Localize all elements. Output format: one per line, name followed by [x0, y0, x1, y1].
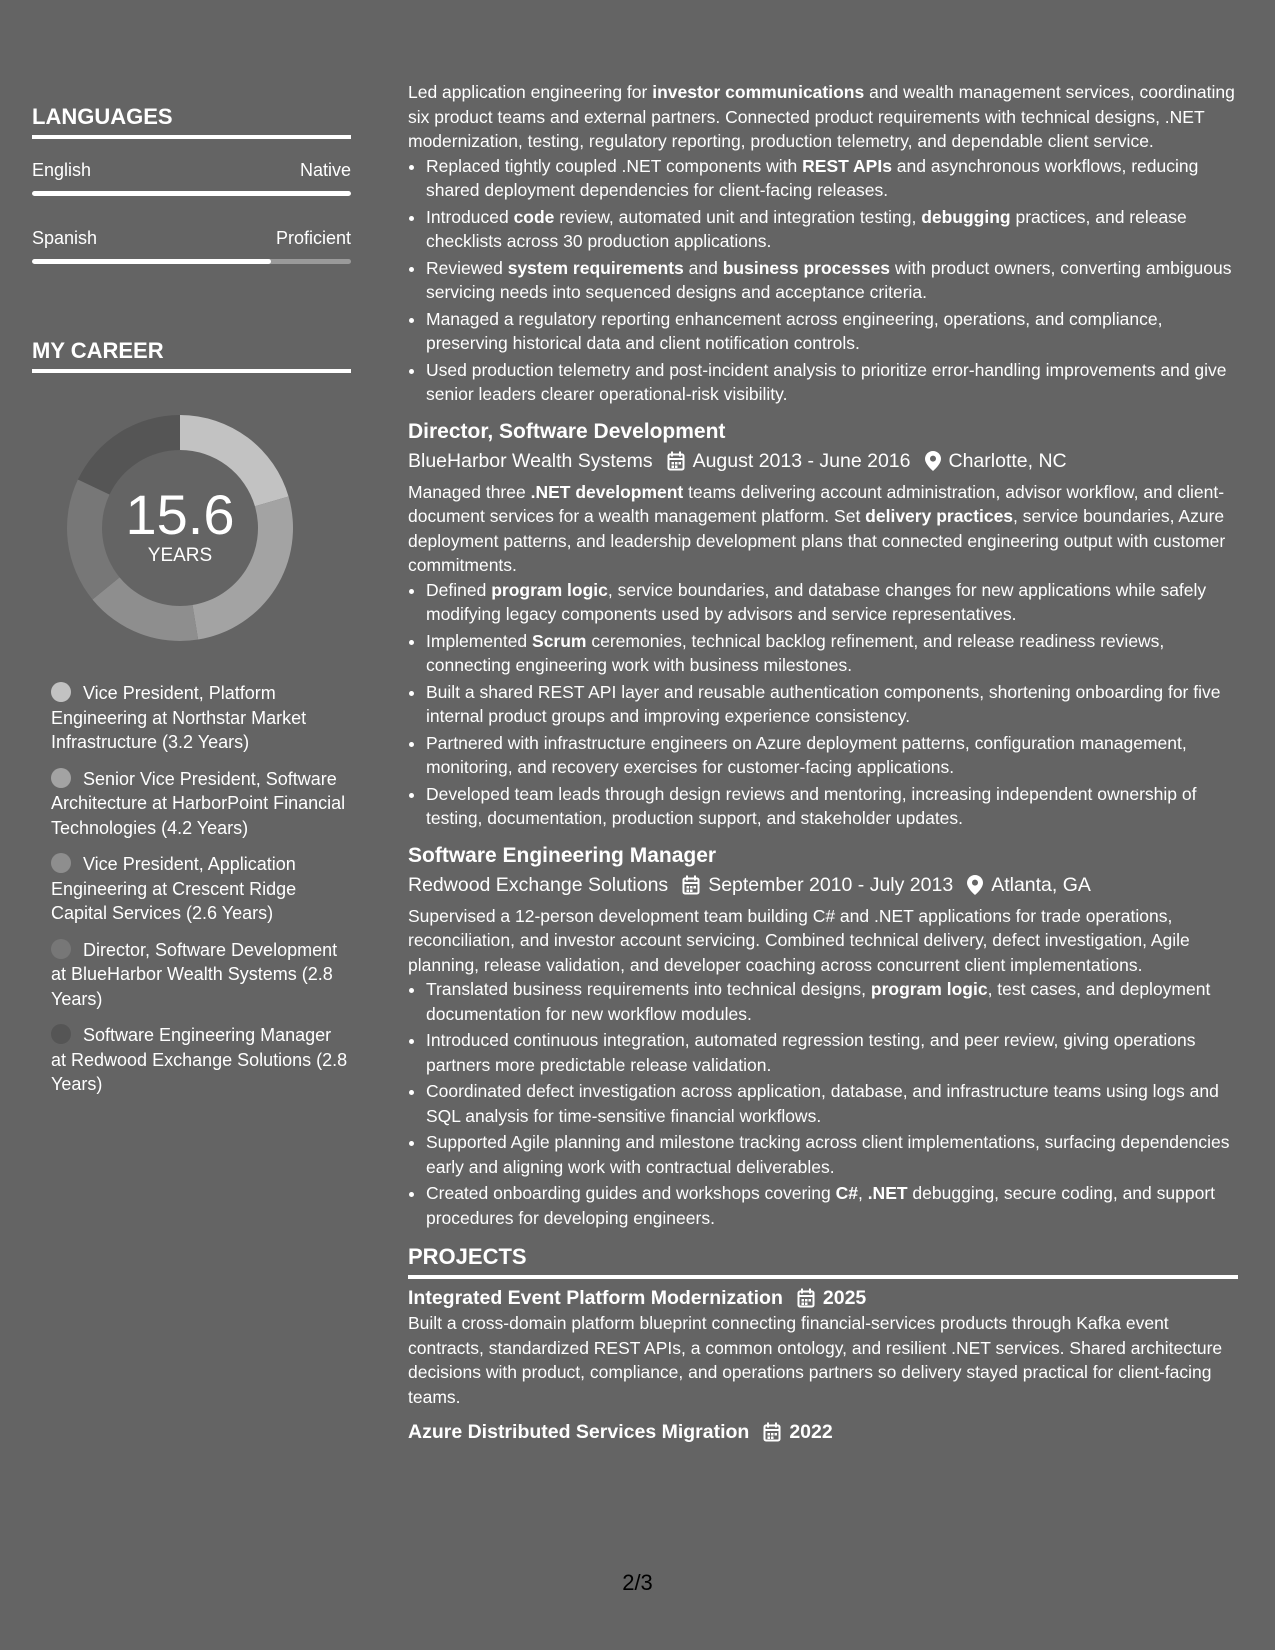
job-location: Charlotte, NC	[948, 449, 1067, 472]
job-bullet: • Defined program logic, service boundaries, and database changes for new applications while safely modifying legacy components used by advisors and service representatives.	[426, 578, 1238, 627]
map-pin-icon	[925, 451, 941, 471]
career-legend-item	[51, 681, 351, 755]
language-spanish	[32, 227, 351, 264]
career-role-label: Software Engineering Manager at Redwood Exchange Solutions (2.8 Years)	[51, 1025, 348, 1094]
job-bullet: • Built a shared REST API layer and reusable authentication components, shortening onboarding for five internal product groups and improving experience consistency.	[426, 680, 1238, 729]
job-summary: Managed three .NET development teams delivering account administration, advisor workflow, and client-document services for a wealth management platform. Set delivery practices, service boundaries, Azure deployment patterns, and leadership development plans that connected engineering output with customer commitments.	[408, 481, 1226, 575]
language-proficiency-fill	[32, 191, 351, 196]
job-entry	[408, 843, 1238, 1231]
calendar-icon	[763, 1422, 781, 1442]
project-summary: Built a cross-domain platform blueprint connecting financial-services products through Kafka event contracts, standardized REST APIs, a common ontology, and resilient .NET services. Shared architecture decisions with product, compliance, and operations partners so delivery stayed practical for client-facing teams.	[408, 1313, 1223, 1407]
job-bullets	[408, 977, 1238, 1230]
language-proficiency-bar	[32, 191, 351, 196]
job-summary: Supervised a 12-person development team building C# and .NET applications for trade operations, reconciliation, and investor account servicing. Combined technical delivery, defect investigation, Agile planning, release validation, and developer coaching across concurrent client implementations.	[408, 905, 1190, 975]
project-title-row	[408, 1285, 1238, 1311]
job-meta	[408, 872, 1238, 898]
job-bullet: • Managed a regulatory reporting enhancement across engineering, operations, and compliance, preserving historical data and client notification controls.	[426, 307, 1238, 356]
job-bullet: • Replaced tightly coupled .NET components with REST APIs and asynchronous workflows, reducing shared deployment dependencies for client-facing releases.	[426, 154, 1238, 203]
job-bullet: • Introduced continuous integration, automated regression testing, and peer review, giving operations partners more predictable release validation.	[426, 1028, 1238, 1077]
career-legend	[32, 681, 351, 1097]
job-bullet: • Created onboarding guides and workshops covering C#, .NET debugging, secure coding, and support procedures for developing engineers.	[426, 1181, 1238, 1230]
legend-dot-icon	[51, 1024, 71, 1044]
job-location: Atlanta, GA	[991, 873, 1091, 896]
career-role-label: Senior Vice President, Software Architecture at HarborPoint Financial Technologies (4.2 Years)	[51, 768, 346, 838]
page-number: 2/3	[622, 1570, 653, 1595]
projects-heading: PROJECTS	[408, 1244, 1238, 1279]
career-legend-item	[51, 852, 351, 926]
legend-dot-icon	[51, 682, 71, 702]
career-role-label: Vice President, Platform Engineering at Northstar Market Infrastructure (3.2 Years)	[51, 683, 307, 752]
main-content	[408, 80, 1238, 1445]
job-bullet: • Reviewed system requirements and business processes with product owners, converting ambiguous servicing needs into sequenced designs and acceptance criteria.	[426, 256, 1238, 305]
career-heading: MY CAREER	[32, 338, 351, 373]
job-company: Redwood Exchange Solutions	[408, 873, 669, 896]
language-proficiency-bar	[32, 259, 351, 264]
job-bullet: • Used production telemetry and post-incident analysis to prioritize error-handling improvements and give senior leaders clearer operational-risk visibility.	[426, 358, 1238, 407]
project-year: 2025	[822, 1287, 867, 1309]
language-name: English	[32, 160, 92, 180]
calendar-icon	[797, 1288, 815, 1308]
project-year: 2022	[789, 1421, 833, 1443]
job-bullet: • Developed team leads through design reviews and mentoring, increasing independent ownership of testing, documentation, production support, and stakeholder updates.	[426, 782, 1238, 831]
language-proficiency-fill	[32, 259, 271, 264]
job-company: BlueHarbor Wealth Systems	[408, 449, 653, 472]
legend-dot-icon	[51, 939, 71, 959]
job-entry	[408, 419, 1238, 831]
language-name: Spanish	[32, 228, 98, 248]
project-name: Integrated Event Platform Modernization	[408, 1287, 783, 1309]
language-level: Native	[299, 160, 351, 180]
career-role-label: Vice President, Application Engineering at Crescent Ridge Capital Services (2.6 Years)	[51, 854, 297, 923]
legend-dot-icon	[51, 853, 71, 873]
career-years-label: YEARS	[147, 545, 213, 566]
project-name: Azure Distributed Services Migration	[408, 1421, 750, 1443]
career-legend-item	[51, 938, 351, 1012]
project-entry	[408, 1419, 1238, 1445]
career-donut-chart	[65, 413, 295, 643]
job-bullet: • Coordinated defect investigation across application, database, and infrastructure teams using logs and SQL analysis for time-sensitive financial workflows.	[426, 1079, 1238, 1128]
language-english	[32, 159, 351, 196]
calendar-icon	[682, 875, 700, 895]
career-role-label: Director, Software Development at BlueHarbor Wealth Systems (2.8 Years)	[51, 939, 338, 1009]
sidebar	[32, 104, 351, 1109]
languages-heading: LANGUAGES	[32, 104, 351, 139]
project-title-row	[408, 1419, 1238, 1445]
legend-dot-icon	[51, 768, 71, 788]
job-bullets	[408, 578, 1238, 831]
job-bullet: • Translated business requirements into technical designs, program logic, test cases, and deployment documentation for new workflow modules.	[426, 977, 1238, 1026]
job-title: Director, Software Development	[408, 419, 726, 443]
career-legend-item	[51, 1023, 351, 1097]
career-legend-item	[51, 767, 351, 841]
calendar-icon	[667, 451, 685, 471]
job-dates: September 2010 - July 2013	[708, 873, 954, 896]
job-bullet: • Supported Agile planning and milestone tracking across client implementations, surfacing dependencies early and aligning work with contractual deliverables.	[426, 1130, 1238, 1179]
job-bullet: • Partnered with infrastructure engineers on Azure deployment patterns, configuration management, monitoring, and recovery exercises for customer-facing applications.	[426, 731, 1238, 780]
job-title: Software Engineering Manager	[408, 843, 717, 867]
career-total-years: 15.6	[125, 483, 235, 546]
job-meta	[408, 448, 1238, 474]
map-pin-icon	[967, 875, 983, 895]
project-entry	[408, 1285, 1238, 1409]
job-dates: August 2013 - June 2016	[692, 449, 911, 472]
job-bullets	[408, 154, 1238, 407]
job-bullet: • Introduced code review, automated unit and integration testing, debugging practices, and release checklists across 30 production applications.	[426, 205, 1238, 254]
job-bullet: • Implemented Scrum ceremonies, technical backlog refinement, and release readiness reviews, connecting engineering work with business milestones.	[426, 629, 1238, 678]
job-summary: Led application engineering for investor communications and wealth management services, coordinating six product teams and external partners. Connected product requirements with technical designs, .NET modernization, testing, regulatory reporting, production telemetry, and dependable client service.	[408, 82, 1235, 151]
language-level: Proficient	[275, 228, 351, 248]
